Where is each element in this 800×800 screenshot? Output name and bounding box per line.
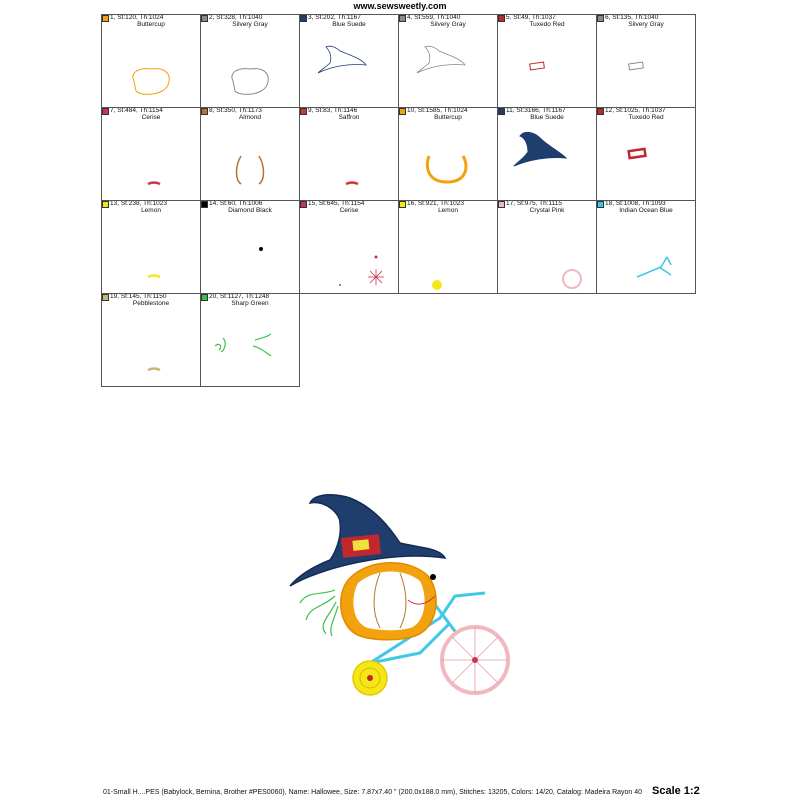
thread-name: Blue Suede — [530, 114, 564, 121]
thread-name: Indian Ocean Blue — [619, 207, 673, 214]
scale-label: Scale 1:2 — [652, 785, 700, 797]
thread-cell — [201, 294, 300, 387]
hat-outline-icon — [399, 15, 497, 107]
small-mark-icon — [102, 108, 200, 200]
thread-name: Crystal Pink — [529, 207, 565, 214]
thread-name: Tuxedo Red — [529, 21, 565, 28]
u-shape-icon — [399, 108, 497, 200]
swirls-icon — [201, 294, 299, 386]
thread-name: Lemon — [438, 207, 458, 214]
front-small-wheel-icon — [353, 661, 387, 695]
thread-meta: 10, St:1585, Th:1024 — [407, 108, 468, 114]
thread-name: Silvery Gray — [628, 21, 664, 28]
thread-cell — [399, 108, 498, 201]
thread-name: Saffron — [338, 114, 360, 121]
thread-cell — [102, 108, 201, 201]
thread-cell — [201, 15, 300, 108]
thread-name: Cerise — [141, 114, 161, 121]
thread-cell — [399, 201, 498, 294]
thread-name: Silvery Gray — [430, 21, 466, 28]
thread-cell — [201, 201, 300, 294]
thread-name: Diamond Black — [228, 207, 272, 214]
thread-cell — [498, 108, 597, 201]
thread-meta: 9, St:83, Th:1146 — [308, 108, 358, 114]
thread-cell — [597, 108, 696, 201]
thread-meta: 12, St:1025, Th:1037 — [605, 108, 666, 114]
thread-name: Tuxedo Red — [628, 114, 664, 121]
thread-meta: 2, St:328, Th:1040 — [209, 15, 263, 21]
thread-meta: 5, St:49, Th:1037 — [506, 15, 556, 21]
thread-cell — [597, 15, 696, 108]
thread-meta: 14, St:60, Th:1006 — [209, 201, 263, 207]
thread-name: Buttercup — [137, 21, 165, 28]
wheel-dot-icon — [399, 201, 497, 293]
thread-meta: 18, St:1008, Th:1093 — [605, 201, 666, 207]
frame-lines-icon — [597, 201, 695, 293]
outline-shape-icon — [102, 15, 200, 107]
site-header: www.sewsweetly.com — [353, 1, 447, 11]
pumpkin-body-icon — [341, 563, 436, 640]
thread-meta: 4, St:559, Th:1040 — [407, 15, 461, 21]
thread-meta: 17, St:975, Th:1115 — [506, 201, 563, 207]
thread-cell — [597, 201, 696, 294]
thread-name: Sharp Green — [231, 300, 269, 307]
thread-cell — [102, 294, 201, 387]
small-mark-icon — [300, 108, 398, 200]
thread-cell — [498, 15, 597, 108]
thread-name: Lemon — [141, 207, 161, 214]
big-wheel-icon — [442, 627, 508, 693]
thread-meta: 3, St:202, Th:1167 — [308, 15, 361, 21]
thread-name: Blue Suede — [332, 21, 366, 28]
band-outline-icon — [597, 15, 695, 107]
hat-outline-icon — [300, 15, 398, 107]
design-info-footer: 01-Small H....PES (Babylock, Bernina, Brother #PES0060), Name: Hallowee, Size: 7.87x7.40 " (200.0x188.0 mm), Stitches: 13205, Colors: 14/20, Catalog: Madeira Rayon 40 — [103, 789, 643, 796]
thread-cell — [102, 15, 201, 108]
thread-meta: 1, St:120, Th:1024 — [110, 15, 164, 21]
band-fill-icon — [597, 108, 695, 200]
thread-color-grid — [101, 14, 696, 387]
thread-meta: 16, St:921, Th:1023 — [407, 201, 464, 207]
thread-name: Silvery Gray — [232, 21, 268, 28]
thread-name: Almond — [238, 114, 262, 121]
thread-meta: 11, St:3166, Th:1167 — [506, 108, 566, 114]
thread-meta: 20, St:1127, Th:1248 — [209, 294, 270, 300]
thread-meta: 7, St:484, Th:1154 — [110, 108, 163, 114]
thread-cell — [300, 201, 399, 294]
thread-meta: 6, St:135, Th:1040 — [605, 15, 659, 21]
band-outline-icon — [498, 15, 596, 107]
green-swirls-icon — [300, 590, 338, 636]
dot-icon — [201, 201, 299, 293]
thread-name: Buttercup — [434, 114, 462, 121]
thread-meta: 8, St:350, Th:1173 — [209, 108, 262, 114]
ring-icon — [498, 201, 596, 293]
thread-meta: 19, St:145, Th:1150 — [110, 294, 167, 300]
small-mark-icon — [102, 201, 200, 293]
thread-cell — [498, 201, 597, 294]
thread-cell — [300, 108, 399, 201]
embroidery-design-preview — [280, 478, 520, 718]
thread-cell — [300, 15, 399, 108]
thread-cell — [201, 108, 300, 201]
thread-meta: 15, St:645, Th:1154 — [308, 201, 365, 207]
thread-name: Cerise — [339, 207, 359, 214]
thread-cell — [399, 15, 498, 108]
thread-cell — [102, 201, 201, 294]
bracket-lines-icon — [201, 108, 299, 200]
outline-shape-icon — [201, 15, 299, 107]
thread-meta: 13, St:238, Th:1023 — [110, 201, 167, 207]
small-mark-icon — [102, 294, 200, 386]
hat-fill-icon — [498, 108, 596, 200]
thread-name: Pebblestone — [132, 300, 170, 307]
spokes-icon — [300, 201, 398, 293]
